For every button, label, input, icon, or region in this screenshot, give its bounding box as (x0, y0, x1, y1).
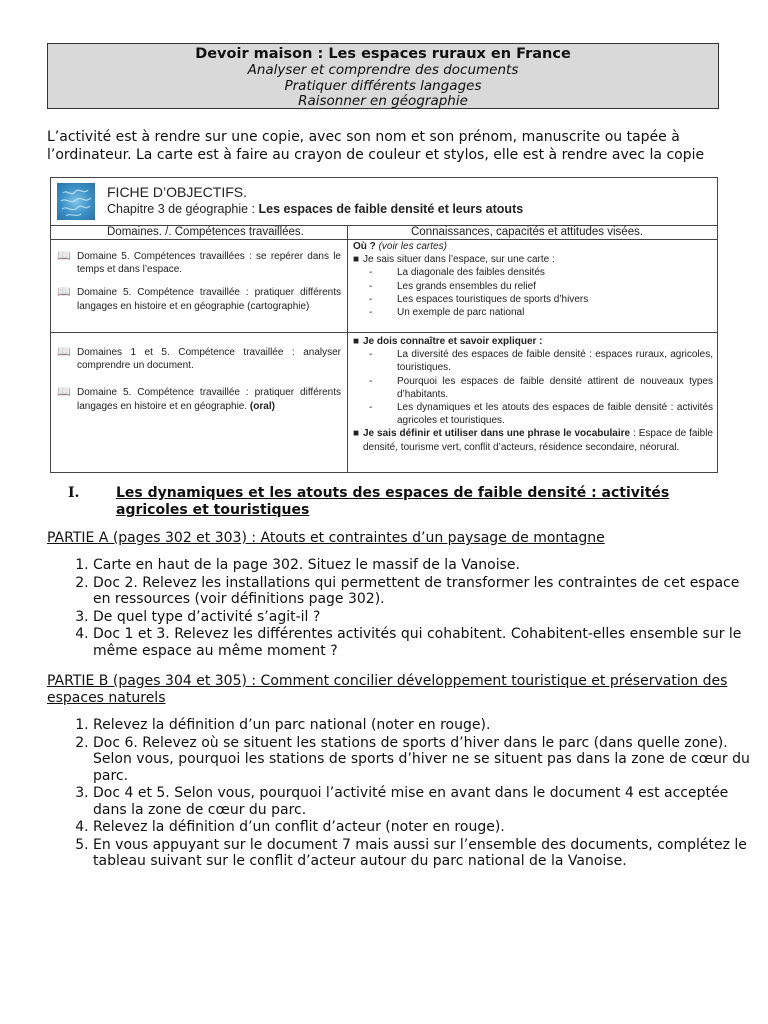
document-title: Devoir maison : Les espaces ruraux en France (195, 46, 571, 62)
domain-text: Domaine 5. Compétence travaillée : pratiquer différents langages en histoire et en géographie (cartographie) (77, 287, 341, 312)
document-title-box (47, 43, 719, 109)
objective-bullet (353, 253, 713, 266)
open-book-icon: 📖 (57, 346, 71, 358)
question-item: 3. Doc 4 et 5. Selon vous, pourquoi l’activité mise en avant dans le document 4 est acceptée dans la zone de cœur du parc. (93, 785, 753, 818)
part-b-heading: PARTIE B (pages 304 et 305) : Comment concilier développement touristique et préservation des espaces naturels (47, 673, 728, 706)
list-item-text: Les grands ensembles du relief (397, 280, 536, 292)
subtitle-3: Raisonner en géographie (298, 93, 468, 109)
where-heading (353, 240, 713, 253)
bullet-text: Je sais situer dans l’espace, sur une carte : (363, 254, 555, 266)
chapter-title: Les espaces de faible densité et leurs atouts (258, 202, 524, 216)
row2-left-cell (57, 346, 341, 423)
list-item: - Les grands ensembles du relief (369, 280, 536, 292)
domain-item (57, 386, 341, 412)
column-header-right: Connaissances, capacités et attitudes visées. (411, 226, 644, 238)
bullet-text-wrap (363, 427, 713, 453)
domain-item (57, 250, 341, 276)
open-book-icon: 📖 (57, 250, 71, 262)
question-item: 1. Carte en haut de la page 302. Situez le massif de la Vanoise. (93, 557, 753, 574)
open-book-icon: 📖 (57, 386, 71, 399)
open-book-icon: 📖 (57, 286, 71, 299)
square-bullet-icon: ■ (353, 428, 360, 440)
objective-bullet (353, 335, 713, 348)
part-a-questions (47, 557, 753, 660)
square-bullet-icon: ■ (353, 336, 360, 347)
question-item: 1. Relevez la définition d’un parc national (noter en rouge). (93, 717, 753, 734)
domain-text: Domaines 1 et 5. Compétence travaillée : analyser comprendre un document. (77, 347, 341, 372)
domain-text-wrap (77, 386, 341, 412)
vocab-list: : Espace de faible densité, tourisme vert, conflit d’acteurs, résidence secondaire, néorural. (363, 428, 713, 453)
question-item: 2. Doc 2. Relevez les installations qui permettent de transformer les contraintes de cet espace en ressources (voir définitions page 302). (93, 575, 753, 608)
intro-instructions (47, 128, 737, 164)
objective-bullet (353, 427, 713, 453)
vocab-label: Je sais définir et utiliser dans une phrase le vocabulaire (363, 428, 631, 440)
question-item: 4. Relevez la définition d’un conflit d’acteur (noter en rouge). (93, 819, 753, 836)
where-title: Où ? (353, 241, 376, 252)
list-item-text: Les espaces touristiques de sports d’hivers (397, 293, 589, 305)
domain-item (57, 286, 341, 312)
objectives-sheet-header (51, 178, 717, 226)
column-divider (347, 225, 348, 472)
list-item: - La diagonale des faibles densités (369, 267, 545, 279)
column-header-left: Domaines. /. Compétences travaillées. (107, 226, 304, 238)
list-item-text: Un exemple de parc national (397, 307, 525, 319)
objectives-sheet (50, 177, 718, 473)
part-b-questions (47, 717, 753, 871)
row2-right-cell (353, 335, 713, 454)
where-note: (voir les cartes) (378, 241, 447, 252)
list-item: - Un exemple de parc national (369, 307, 525, 319)
domain-text: Domaine 5. Compétences travaillées : se repérer dans le temps et dans l’espace. (77, 251, 341, 276)
part-a-heading: PARTIE A (pages 302 et 303) : Atouts et contraintes d’un paysage de montagne (47, 530, 605, 546)
row1-right-cell (353, 240, 713, 319)
question-item: 2. Doc 6. Relevez où se situent les stations de sports d’hiver dans le parc (dans quelle zone). Selon vous, pourquoi les stations de sports d’hiver ne se situent pas dans la zone de cœur du parc. (93, 735, 753, 785)
domain-text: Domaine 5. Compétence travaillée : pratiquer différents langages en histoire et en géographie. (77, 387, 341, 412)
section-title: Les dynamiques et les atouts des espaces de faible densité : activités agricoles et touristiques (116, 485, 670, 518)
list-item: - Les espaces touristiques de sports d’hivers (369, 293, 589, 305)
question-item: 5. En vous appuyant sur le document 7 mais aussi sur l’ensemble des documents, complétez le tableau suivant sur le conflit d’acteur autour du parc national de la Vanoise. (93, 837, 753, 870)
blue-textured-logo-icon (57, 183, 95, 220)
fiche-label: FICHE D’OBJECTIFS. (107, 184, 248, 200)
bullet-text: Je dois connaître et savoir expliquer : (363, 336, 543, 347)
list-item: - Les dynamiques et les atouts des espaces de faible densité : activités agricoles et touristiques. (369, 402, 713, 427)
row-divider (51, 332, 717, 333)
question-item: 4. Doc 1 et 3. Relevez les différentes activités qui cohabitent. Cohabitent-elles ensemble sur le même espace au même moment ? (93, 626, 753, 659)
list-item-text: Pourquoi les espaces de faible densité attirent de nouveaux types d’habitants. (397, 375, 713, 400)
subtitle-2: Pratiquer différents langages (284, 77, 482, 94)
fiche-chapter (107, 202, 523, 216)
list-item: - La diversité des espaces de faible densité : espaces ruraux, agricoles, touristiques. (369, 349, 713, 374)
row1-left-cell (57, 250, 341, 323)
section-number: I. (68, 485, 80, 501)
list-item-text: La diagonale des faibles densités (397, 267, 545, 279)
list-item-text: La diversité des espaces de faible densité : espaces ruraux, agricoles, touristiques. (397, 349, 713, 374)
domain-oral: (oral) (249, 400, 275, 412)
intro-line-1: L’activité est à rendre sur une copie, avec son nom et son prénom, manuscrite ou tapée à (47, 129, 680, 145)
domain-item (57, 346, 341, 372)
intro-line-2: l’ordinateur. La carte est à faire au crayon de couleur et stylos, elle est à rendre avec la copie (47, 147, 705, 163)
square-bullet-icon: ■ (353, 254, 360, 266)
chapter-prefix: Chapitre 3 de géographie : (107, 202, 259, 216)
subtitle-1: Analyser et comprendre des documents (247, 62, 519, 78)
list-item: - Pourquoi les espaces de faible densité attirent de nouveaux types d’habitants. (369, 375, 713, 400)
question-item: 3. De quel type d’activité s’agit-il ? (93, 609, 753, 626)
list-item-text: Les dynamiques et les atouts des espaces de faible densité : activités agricoles et touristiques. (397, 402, 713, 427)
